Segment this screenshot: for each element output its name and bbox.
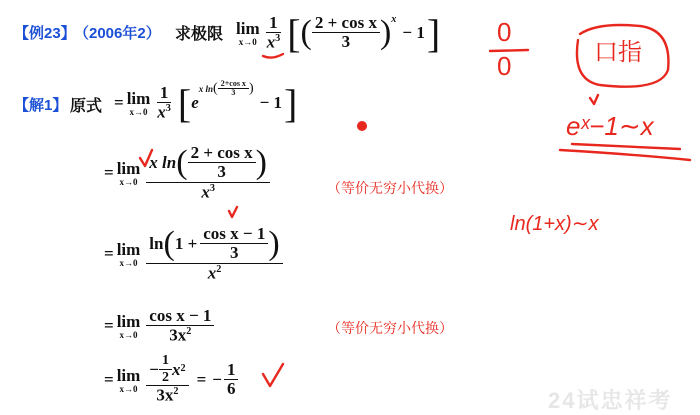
eq-sign: = xyxy=(104,370,114,389)
frac-den-x: x xyxy=(266,32,276,52)
x-pow: 2 xyxy=(180,363,186,375)
exp-num: 2+cos x xyxy=(218,80,249,89)
eq-sign-result: = xyxy=(196,370,207,389)
underline-mark xyxy=(560,150,690,160)
tick-mark xyxy=(590,95,598,104)
solution-label: 【解1】 xyxy=(14,97,68,114)
den-x: x xyxy=(207,263,217,283)
inner-num: cos x − 1 xyxy=(200,225,268,244)
lim-text: lim xyxy=(116,239,141,259)
den-pow: 2 xyxy=(186,325,192,337)
hand-zero-num: 0 xyxy=(497,17,512,47)
half-den: 2 xyxy=(161,369,169,385)
num-prefix: x ln xyxy=(149,152,177,172)
problem-task: 求极限 xyxy=(175,26,224,43)
frac-den-x: x xyxy=(157,102,166,122)
underline-mark xyxy=(572,144,680,149)
lim-sub: x→0 xyxy=(119,329,138,340)
lim-text: lim xyxy=(236,18,260,38)
inner-den: 3 xyxy=(217,161,226,181)
watermark: 24试忠祥考 xyxy=(548,388,673,413)
frac-num: cos x − 1 xyxy=(146,307,214,326)
frac-den-pow: 3 xyxy=(165,102,171,114)
den-pow: 2 xyxy=(216,263,222,275)
solution-line-3: = lim x→0 ln ( 1 + $\frac{\text{cos x − 1}}{3}$ ) $x^2$ xyxy=(104,214,283,294)
line1-minus-one: − 1 xyxy=(259,93,283,112)
lim-sub: x→0 xyxy=(129,106,148,117)
den-pow: 2 xyxy=(173,386,179,398)
lim-sub: x→0 xyxy=(119,383,138,394)
problem-label: 【例23】 xyxy=(14,25,76,42)
check-mark-icon xyxy=(140,150,152,166)
eq-sign: = xyxy=(104,316,114,335)
lim-sub: x→0 xyxy=(119,257,138,268)
lim-sub: x→0 xyxy=(238,36,257,47)
hand-formula-2: ln(1+x)∼x xyxy=(510,213,599,235)
problem-source: （2006年2） xyxy=(74,25,161,42)
solution-line-2: = lim x→0 x ln ( $\frac{\text{2 + cos x}}{3}$ ) $x^3$ xyxy=(104,138,270,208)
paren-num: 2 + cos x xyxy=(312,14,380,33)
den-3x: 3x xyxy=(156,386,174,406)
paren-den: 3 xyxy=(341,32,351,52)
exp-prefix: x ln xyxy=(198,84,214,95)
hand-zero-den: 0 xyxy=(497,51,512,81)
hand-formula-1: eˣ−1∼x xyxy=(566,111,654,141)
problem-minus-one: − 1 xyxy=(402,23,425,42)
half-num: 1 xyxy=(159,354,172,370)
exp-den: 3 xyxy=(231,88,236,98)
den-3x: 3x xyxy=(169,325,187,345)
result-num: 1 xyxy=(224,361,239,380)
inner-den: 3 xyxy=(230,242,239,262)
solution-intro: 原式 xyxy=(70,98,103,115)
frac-den-pow: 3 xyxy=(275,32,281,44)
underline-mark xyxy=(263,54,283,58)
num-prefix: ln xyxy=(149,233,164,253)
one-plus: 1 + xyxy=(174,233,198,253)
neg-sign: − xyxy=(149,359,159,379)
inner-num: 2 + cos x xyxy=(188,144,256,163)
equiv-note-2: （等价无穷小代换） xyxy=(327,320,453,336)
problem-formula: lim x→0 $\frac{1}{x^3}$ [ ( $\frac{\text{2 + cos x}}{3}$ ) $^x$ − 1 ] xyxy=(236,10,441,56)
eq-sign: = xyxy=(104,163,114,182)
eq-sign: = xyxy=(114,93,124,112)
lim-text: lim xyxy=(116,158,141,178)
frac-num: 1 xyxy=(157,84,172,103)
check-mark-icon xyxy=(229,207,237,217)
lim-text: lim xyxy=(116,365,141,385)
solution-line-1: = lim x→0 $\frac{1}{x^3}$ [ e x ln ( $\frac{\text{2+cos x}}{3}$ ) − 1 ] xyxy=(114,79,298,126)
den-pow: 3 xyxy=(209,182,215,194)
red-dot xyxy=(357,121,367,131)
lim-text: lim xyxy=(126,88,151,108)
lim-sub: x→0 xyxy=(119,176,138,187)
e-base: e xyxy=(191,93,199,112)
lim-text: lim xyxy=(116,311,141,331)
e-exponent: x ln ( $\frac{\text{2+cos x}}{3}$ ) xyxy=(198,79,254,98)
frac-num: 1 xyxy=(266,14,281,33)
result-neg: − xyxy=(212,370,222,389)
eq-sign: = xyxy=(104,244,114,263)
hand-boxed-text: 口指 xyxy=(594,39,642,66)
equiv-note-1: （等价无穷小代换） xyxy=(327,180,453,196)
paren-exponent: x xyxy=(391,14,397,25)
x-squared: x xyxy=(171,359,181,379)
den-x: x xyxy=(201,182,210,202)
check-mark-icon xyxy=(263,364,283,386)
result-den: 6 xyxy=(226,379,236,399)
